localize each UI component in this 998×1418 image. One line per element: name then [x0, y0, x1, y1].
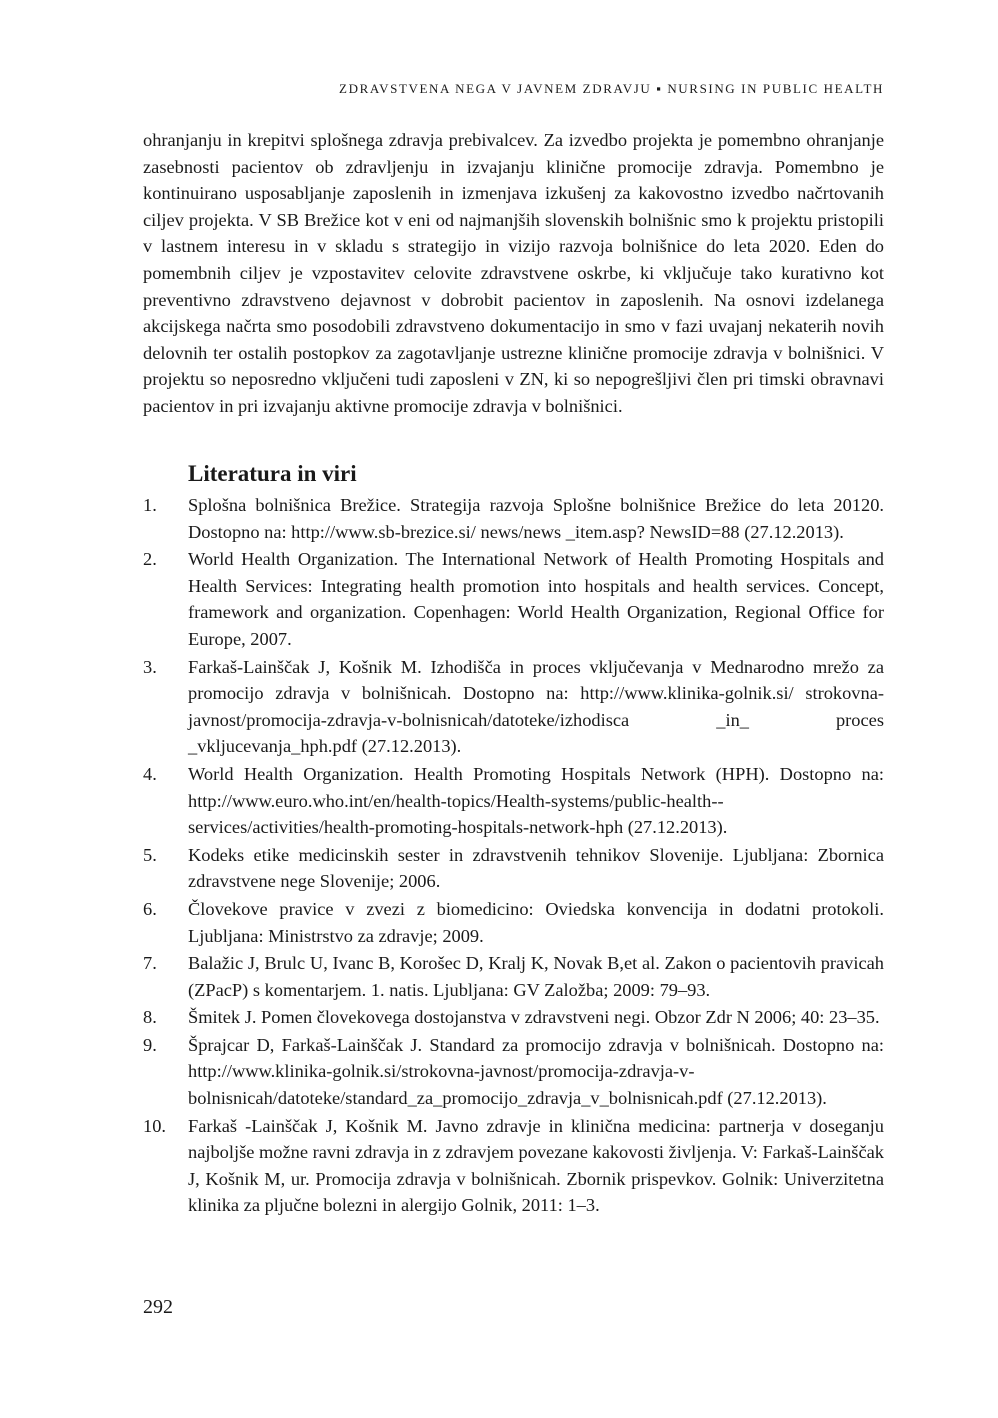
- reference-number: 6.: [143, 898, 157, 919]
- reference-list: [143, 492, 884, 1220]
- reference-item: [143, 654, 884, 760]
- reference-number: 9.: [143, 1034, 157, 1055]
- reference-item: [143, 761, 884, 841]
- reference-number: 3.: [143, 656, 157, 677]
- intro-paragraph: ohranjanju in krepitvi splošnega zdravja prebivalcev. Za izvedbo projekta je pomembno ohranjanje zasebnosti pacientov ob zdravljenju in izvajanju klinične promocije zdravja. Pomembno je kontinuirano usposabljanje zaposlenih in izmenjava izkušenj za kakovostno izvedbo načrtovanih ciljev projekta. V SB Brežice kot v eni od najmanjših slovenskih bolnišnic smo k projektu pristopili v lastnem interesu in v skladu s strategijo in vizijo razvoja bolnišnice do leta 2020. Eden do pomembnih ciljev je vzpostavitev celovite zdravstvene oskrbe, ki vključuje tako kurativno kot preventivno zdravstveno dejavnost v dobrobit pacientov in zaposlenih. Na osnovi izdelanega akcijskega načrta smo posodobili zdravstveno dokumentacijo in smo v fazi uvajanj nekaterih novih delovnih ter ostalih postopkov za zagotavljanje ustrezne klinične promocije zdravja v bolnišnici. V projektu so neposredno vključeni tudi zaposleni v ZN, ki so nepogrešljivi člen pri timski obravnavi pacientov in pri izvajanju aktivne promocije zdravja v bolnišnici.: [143, 130, 884, 416]
- reference-text: Šprajcar D, Farkaš-Lainščak J. Standard za promocijo zdravja v bolnišnicah. Dostopno na: http://www.klinika-golnik.si/strokovna-javnost/promocija-zdravja-v-bolnisnicah/datoteke/standard_za_promocijo_zdravja_v_bolnisnicah.pdf (27.12.2013).: [188, 1034, 884, 1109]
- reference-number: 1.: [143, 495, 157, 515]
- reference-number: 5.: [143, 844, 157, 865]
- reference-text: Farkaš -Lainščak J, Košnik M. Javno zdravje in klinična medicina: partnerja v doseganju najboljše možne ravni zdravja in z zdravjem povezane kakovosti življenja. V: Farkaš-Lainščak J, Košnik M, ur. Promocija zdravja v bolnišnicah. Zbornik prispevkov. Golnik: Univerzitetna klinika za pljučne bolezni in alergijo Golnik, 2011: 1–3.: [188, 1115, 884, 1216]
- reference-item: [143, 1004, 884, 1031]
- page-number: 292: [143, 1296, 173, 1318]
- reference-text: Splošna bolnišnica Brežice. Strategija razvoja Splošne bolnišnice Brežice do leta 20120. Dostopno na: http://www.sb-brezice.si/ news/news _item.asp? NewsID=88 (27.12.2013).: [188, 495, 884, 542]
- reference-number: 10.: [143, 1115, 166, 1136]
- reference-text: Kodeks etike medicinskih sester in zdravstvenih tehnikov Slovenije. Ljubljana: Zbornica zdravstvene nege Slovenije; 2006.: [188, 844, 884, 892]
- reference-text: Farkaš-Lainščak J, Košnik M. Izhodišča in proces vključevanja v Mednarodno mrežo za promocijo zdravja v bolnišnicah. Dostopno na: http://www.klinika-golnik.si/ strokovna-javnost/promocija-zdravja-v-bolnisnicah/datoteke/izhodisca _in_ proces _vkljucevanja_hph.pdf (27.12.2013).: [188, 656, 884, 757]
- reference-item: [143, 492, 884, 545]
- section-heading: Literatura in viri: [188, 461, 357, 486]
- reference-number: 2.: [143, 549, 157, 570]
- reference-item: [143, 1032, 884, 1112]
- reference-item: [143, 546, 884, 652]
- reference-text: Balažic J, Brulc U, Ivanc B, Korošec D, Kralj K, Novak B,et al. Zakon o pacientovih pravicah (ZPacP) s komentarjem. 1. natis. Ljubljana: GV Založba; 2009: 79–93.: [188, 953, 884, 1000]
- reference-item: [143, 950, 884, 1003]
- reference-text: Šmitek J. Pomen človekovega dostojanstva v zdravstveni negi. Obzor Zdr N 2006; 40: 23–35.: [188, 1007, 880, 1028]
- reference-text: World Health Organization. Health Promoting Hospitals Network (HPH). Dostopno na: http://www.euro.who.int/en/health-topics/Health-systems/public-health--services/activities/health-promoting-hospitals-network-hph (27.12.2013).: [188, 763, 884, 838]
- running-header: ZDRAVSTVENA NEGA V JAVNEM ZDRAVJU ▪ NURSING IN PUBLIC HEALTH: [339, 81, 884, 96]
- reference-item: [143, 1113, 884, 1219]
- reference-item: [143, 896, 884, 949]
- reference-number: 7.: [143, 953, 157, 974]
- reference-number: 4.: [143, 763, 157, 784]
- reference-text: Človekove pravice v zvezi z biomedicino: Oviedska konvencija in dodatni protokoli. Ljubljana: Ministrstvo za zdravje; 2009.: [188, 898, 884, 946]
- reference-item: [143, 842, 884, 895]
- reference-text: World Health Organization. The International Network of Health Promoting Hospitals and Health Services: Integrating health promotion into hospitals and health services. Concept, framework and organization. Copenhagen: World Health Organization, Regional Office for Europe, 2007.: [188, 549, 884, 649]
- reference-number: 8.: [143, 1007, 157, 1028]
